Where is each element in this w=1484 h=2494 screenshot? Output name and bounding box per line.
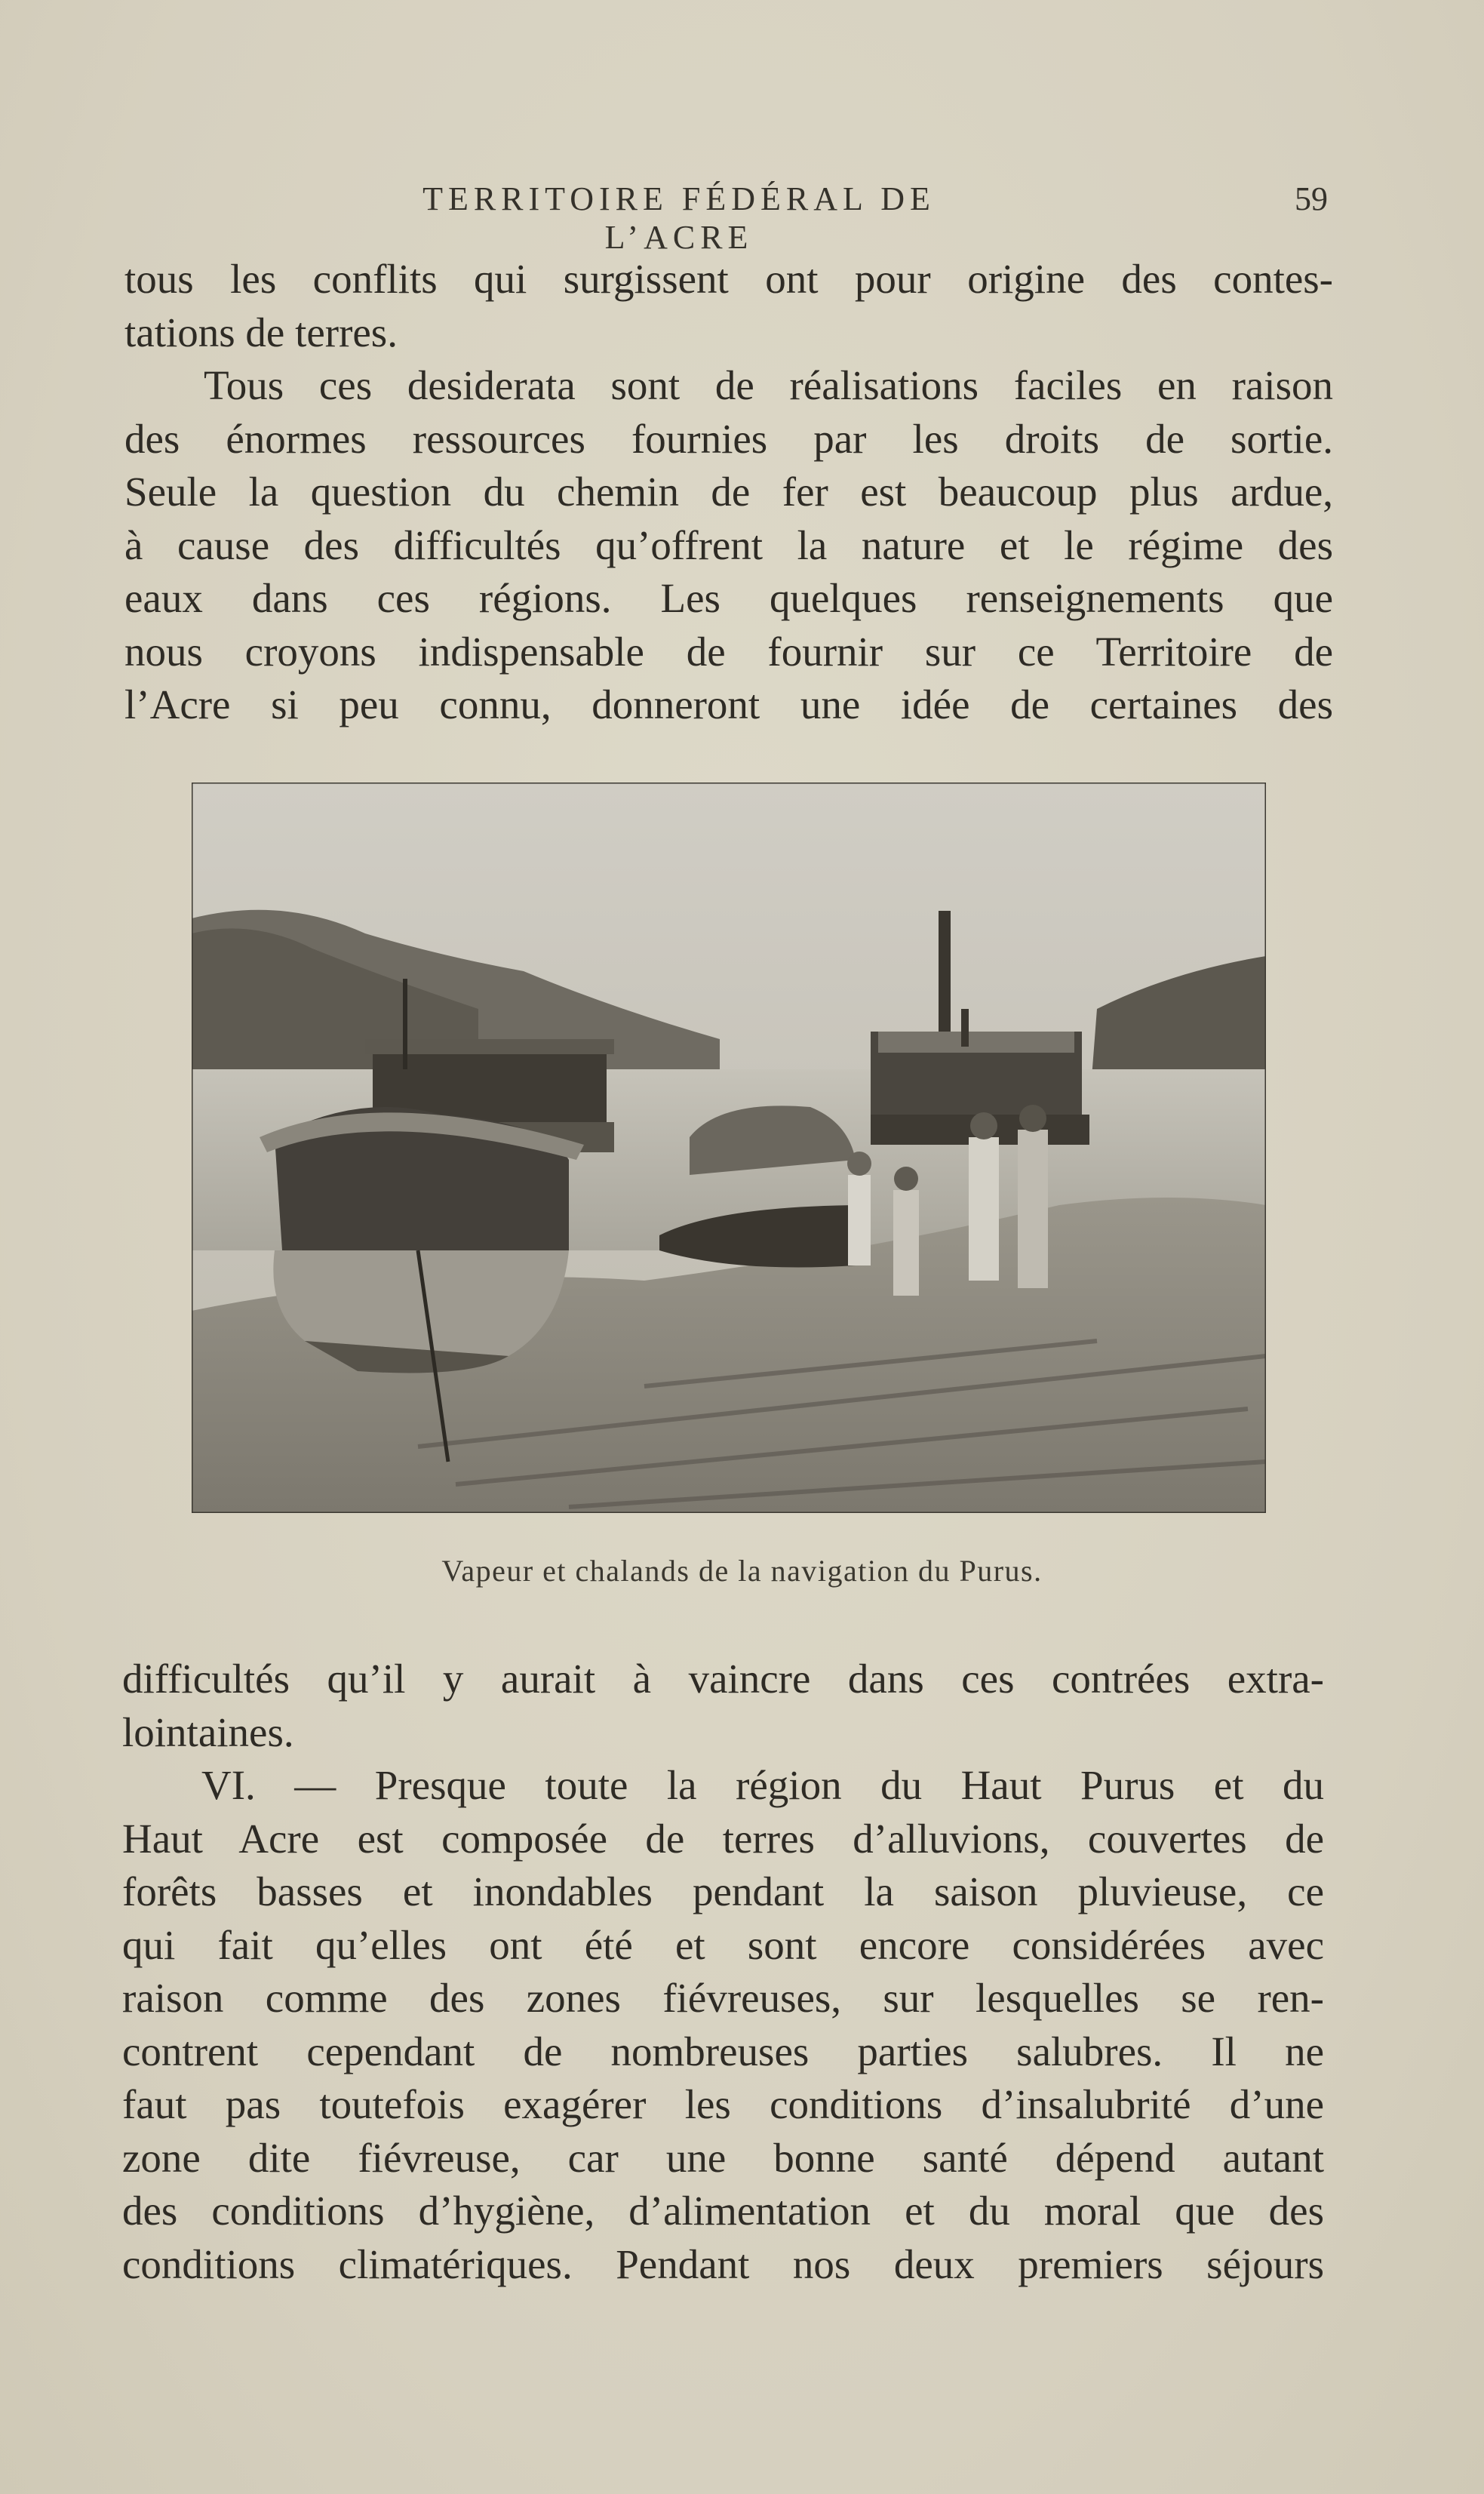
photo-illustration [192,783,1266,1513]
page-number: 59 [1295,180,1328,217]
text-line: raison comme des zones fiévreuses, sur lesquelles se ren- [122,1975,1324,2021]
text-line: zone dite fiévreuse, car une bonne santé dépend autant [122,2134,1324,2181]
bottom-paragraph [122,1653,1324,2291]
text-line: tous les conflits qui surgissent ont pour origine des contes- [124,256,1333,302]
text-line: des conditions d’hygiène, d’alimentation et du moral que des [122,2188,1324,2234]
text-line: eaux dans ces régions. Les quelques renseignements que [124,575,1333,621]
page-header [121,180,1328,256]
text-line: Haut Acre est composée de terres d’alluvions, couvertes de [122,1815,1324,1862]
text-line: tations de terres. [124,309,398,355]
text-line: difficultés qu’il y aurait à vaincre dans ces contrées extra- [122,1656,1324,1702]
text-line: nous croyons indispensable de fournir sur ce Territoire de [124,628,1333,675]
text-line: conditions climatériques. Pendant nos deux premiers séjours [122,2240,1324,2287]
text-line: l’Acre si peu connu, donneront une idée de certaines des [124,681,1333,727]
text-line: VI. — Presque toute la région du Haut Purus et du [201,1762,1324,1808]
text-line: faut pas toutefois exagérer les conditions d’insalubrité d’une [122,2081,1324,2127]
figure-caption: Vapeur et chalands de la navigation du Purus. [441,1554,1043,1588]
river-photograph [192,783,1266,1513]
text-line: contrent cependant de nombreuses parties salubres. Il ne [122,2028,1324,2074]
text-line: des énormes ressources fournies par les droits de sortie. [124,415,1333,462]
text-line: à cause des difficultés qu’offrent la nature et le régime des [124,521,1333,568]
text-line: forêts basses et inondables pendant la saison pluvieuse, ce [122,1868,1324,1914]
running-title: TERRITOIRE FÉDÉRAL DE L’ACRE [422,180,936,256]
text-line: Seule la question du chemin de fer est beaucoup plus ardue, [124,469,1333,515]
top-paragraph [124,253,1333,732]
text-line: qui fait qu’elles ont été et sont encore considérées avec [122,1921,1324,1968]
text-line: lointaines. [122,1708,294,1755]
text-line: Tous ces desiderata sont de réalisations faciles en raison [204,362,1333,408]
